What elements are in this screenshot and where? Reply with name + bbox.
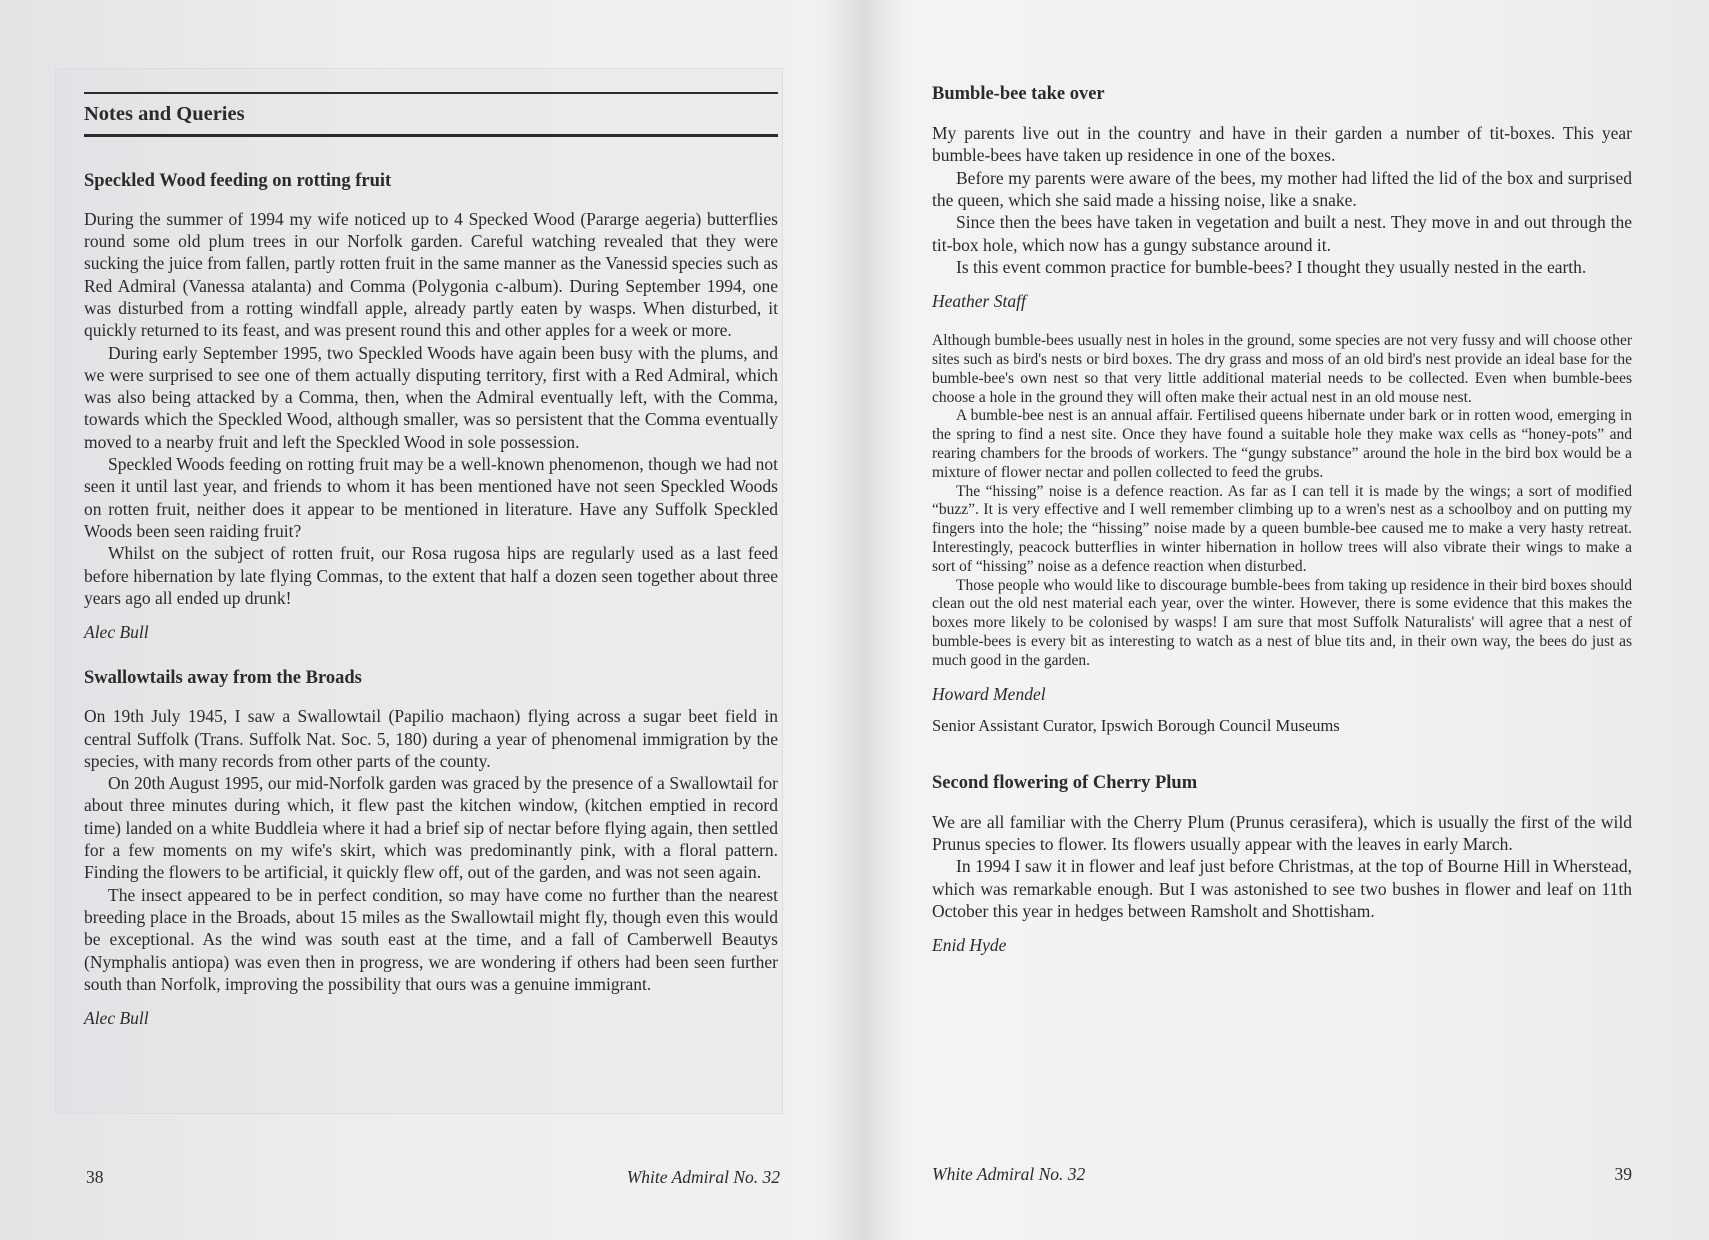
section-title: Notes and Queries	[84, 103, 245, 125]
paragraph: During early September 1995, two Speckled Woods have again been busy with the plums, and we were surprised to see one of them actually disputing territory, first with a Red Admiral, which was also being attacked by a Comma, then, when the Admiral eventually left, with the Comma, towards which the Speckled Wood, although smaller, was so persistent that the Comma eventually moved to a nearby fruit and left the Speckled Wood in sole possession.	[84, 342, 778, 452]
paragraph: Whilst on the subject of rotten fruit, our Rosa rugosa hips are regularly used as a last feed before hibernation by late flying Commas, to the extent that half a dozen seen together about three years ago all ended up drunk!	[84, 543, 778, 608]
article-body	[84, 208, 778, 609]
article-speckled-wood	[84, 170, 778, 644]
article-body	[932, 122, 1632, 278]
paragraph: My parents live out in the country and have in their garden a number of tit-boxes. This year bumble-bees have taken up residence in one of the boxes.	[932, 123, 1632, 166]
article-title: Bumble-bee take over	[932, 84, 1105, 104]
comment-affiliation: Senior Assistant Curator, Ipswich Borough Council Museums	[932, 715, 1340, 735]
paragraph: We are all familiar with the Cherry Plum (Prunus cerasifera), which is usually the first of the wild Prunus species to flower. Its flowers usually appear with the leaves in early March.	[932, 811, 1632, 855]
paragraph: On 20th August 1995, our mid-Norfolk garden was graced by the presence of a Swallowtail for about three minutes during which, it flew past the kitchen window, (kitchen emptied in record time) landed on a white Buddleia where it had a brief sip of nectar before flying again, then settled for a few moments on my wife's skirt, which was predominantly pink, with a floral pattern. Finding the flowers to be artificial, it quickly flew off, out of the garden, and was not seen again.	[84, 773, 778, 883]
comment-paragraph: A bumble-bee nest is an annual affair. Fertilised queens hibernate under bark or in rotten wood, emerging in the spring to find a nest site. Once they have found a suitable hole they make wax cells as “honey-pots” and rearing chambers for the broods of workers. The “gungy substance” around the hole in the bird box would be a mixture of flower nectar and pollen collected to feed the grubs.	[932, 407, 1632, 481]
paragraph: In 1994 I saw it in flower and leaf just before Christmas, at the top of Bourne Hill in Wherstead, which was remarkable enough. But I was astonished to see two bushes in flower and leaf on 11th October this year in hedges between Ramsholt and Shottisham.	[932, 856, 1632, 921]
article-title: Speckled Wood feeding on rotting fruit	[84, 170, 392, 191]
paragraph: Before my parents were aware of the bees, my mother had lifted the lid of the box and surprised the queen, which she said made a hissing noise, like a snake.	[932, 167, 1632, 211]
article-bumble-bee	[932, 83, 1632, 736]
editor-comment	[932, 332, 1632, 670]
right-page	[858, 0, 1709, 1240]
left-page-content	[84, 92, 778, 1029]
section-header	[84, 92, 778, 137]
article-title: Second flowering of Cherry Plum	[932, 772, 1198, 793]
article-swallowtails	[84, 667, 778, 1029]
article-body	[84, 705, 778, 995]
author-signature: Enid Hyde	[932, 935, 1007, 956]
comment-paragraph: Those people who would like to discourage bumble-bees from taking up residence in their bird boxes should clean out the old nest material each year, over the winter. However, there is some evidence that this makes the boxes more likely to be colonised by wasps! I am sure that most Suffolk Naturalists' will agree that a nest of bumble-bees is every bit as interesting to watch as a nest of blue tits and, in their own way, the bees do just as much good in the garden.	[932, 576, 1632, 669]
page-number: 38	[86, 1167, 104, 1187]
paragraph: On 19th July 1945, I saw a Swallowtail (Papilio machaon) flying across a sugar beet field in central Suffolk (Trans. Suffolk Nat. Soc. 5, 180) during a year of phenomenal immigration by the species, with many records from other parts of the county.	[84, 706, 778, 771]
paragraph: Is this event common practice for bumble-bees? I thought they usually nested in the earth.	[956, 256, 1587, 277]
author-signature: Alec Bull	[84, 1008, 149, 1029]
page-footer	[932, 1164, 1632, 1185]
article-title: Swallowtails away from the Broads	[84, 668, 362, 689]
paragraph: The insect appeared to be in perfect condition, so may have come no further than the nearest breeding place in the Broads, about 15 miles as the Swallowtail might fly, though even this would be exceptional. As the wind was south east at the time, and a fall of Camberwell Beautys (Nymphalis antiopa) was even then in progress, we are wondering if others had been seen further south than Norfolk, improving the possibility that ours was a genuine immigrant.	[84, 884, 778, 994]
page-number: 39	[1614, 1164, 1632, 1184]
article-body	[932, 811, 1632, 922]
comment-paragraph: Although bumble-bees usually nest in holes in the ground, some species are not very fussy and will choose other sites such as bird's nests or bird boxes. The dry grass and moss of an old bird's nest provide an ideal base for the bumble-bee's own nest so that very little additional material needs to be collected. Even when bumble-bees choose a hole in the ground they will often make their actual nest in an old mouse nest.	[932, 332, 1632, 406]
paragraph: Speckled Woods feeding on rotting fruit may be a well-known phenomenon, though we had not seen it until last year, and friends to whom it has been mentioned have not seen Speckled Woods on rotten fruit, neither does it appear to be mentioned in literature. Have any Suffolk Speckled Woods been seen raiding fruit?	[84, 454, 778, 541]
paragraph: During the summer of 1994 my wife noticed up to 4 Specked Wood (Pararge aegeria) butterflies round some old plum trees in our Norfolk garden. Careful watching revealed that they were sucking the juice from fallen, partly rotten fruit in the same manner as the Vanessid species such as Red Admiral (Vanessa atalanta) and Comma (Polygonia c-album). During September 1994, one was disturbed from a rotting windfall apple, already partly eaten by wasps. When disturbed, it quickly returned to its feast, and was present round this and other apples for a week or more.	[84, 208, 778, 341]
journal-name: White Admiral No. 32	[626, 1167, 780, 1187]
page-footer	[86, 1167, 780, 1188]
right-page-content	[932, 83, 1632, 956]
comment-paragraph: The “hissing” noise is a defence reaction. As far as I can tell it is made by the wings; a sort of modified “buzz”. It is very effective and I well remember climbing up to a wren's nest as a schoolboy and on putting my fingers into the hole; the “hissing” noise made by a queen bumble-bee caused me to make a very hasty retreat. Interestingly, peacock butterflies in winter hibernation in hollow trees will also vibrate their wings to make a sort of “hissing” noise as a defence reaction when disturbed.	[932, 482, 1632, 575]
article-cherry-plum	[932, 772, 1632, 957]
paragraph: Since then the bees have taken in vegetation and built a nest. They move in and out through the tit-box hole, which now has a gungy substance around it.	[932, 212, 1632, 255]
author-signature: Heather Staff	[932, 291, 1026, 312]
left-page	[0, 0, 852, 1240]
author-signature: Alec Bull	[84, 622, 149, 643]
comment-author: Howard Mendel	[932, 683, 1046, 704]
journal-name: White Admiral No. 32	[932, 1164, 1086, 1184]
